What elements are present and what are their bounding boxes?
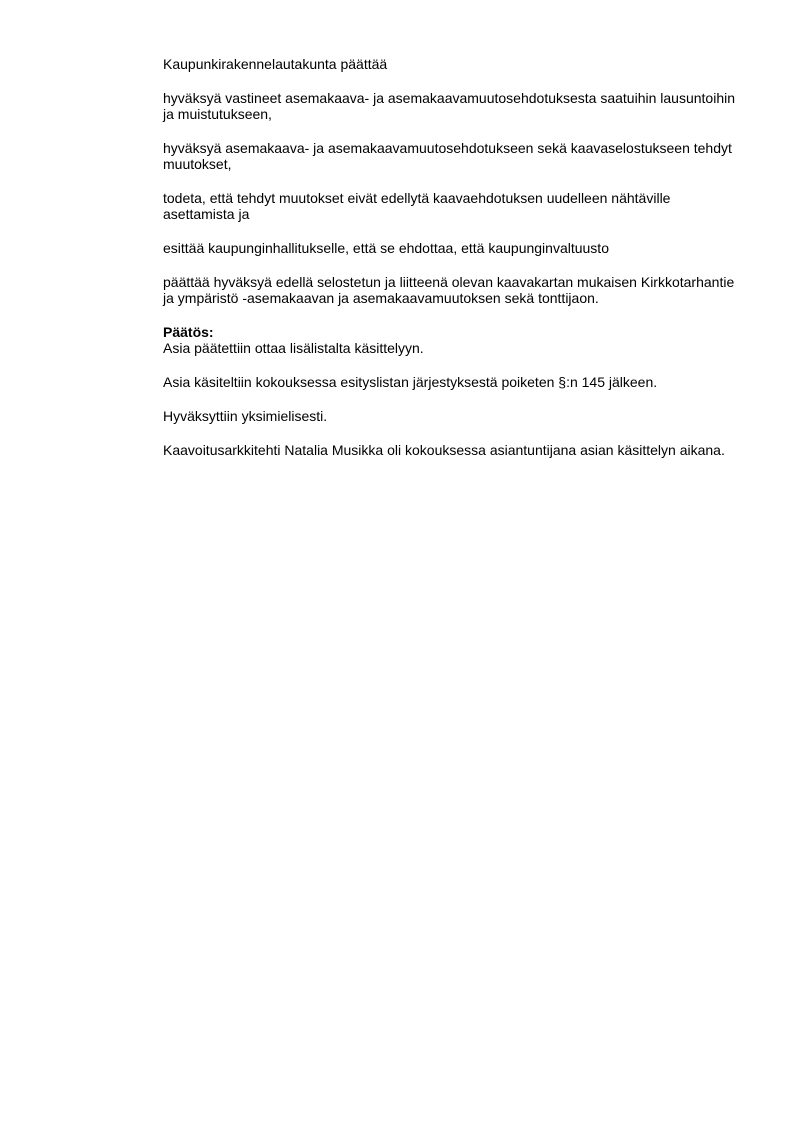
decision-item-1: hyväksyä vastineet asemakaava- ja asemakaavamuutosehdotuksesta saatuihin lausuntoihin ja muistutukseen, xyxy=(163,90,736,122)
decision-item-2: hyväksyä asemakaava- ja asemakaavamuutosehdotukseen sekä kaavaselostukseen tehdyt muutokset, xyxy=(163,140,732,172)
intro-paragraph: Kaupunkirakennelautakunta päättää xyxy=(163,56,388,72)
decision-paragraph-1: Asia päätettiin ottaa lisälistalta käsittelyyn. xyxy=(163,340,424,356)
decision-heading: Päätös: xyxy=(163,324,214,340)
document-page xyxy=(163,56,743,476)
decision-paragraph-2: Asia käsiteltiin kokouksessa esityslistan järjestyksestä poiketen §:n 145 jälkeen. xyxy=(163,374,658,390)
decision-paragraph-4: Kaavoitusarkkitehti Natalia Musikka oli kokouksessa asiantuntijana asian käsittelyn aikana. xyxy=(163,442,725,458)
decision-item-3: todeta, että tehdyt muutokset eivät edellytä kaavaehdotuksen uudelleen nähtäville asettamista ja xyxy=(163,190,671,222)
decision-paragraph-3: Hyväksyttiin yksimielisesti. xyxy=(163,408,328,424)
decision-item-5: päättää hyväksyä edellä selostetun ja liitteenä olevan kaavakartan mukaisen Kirkkotarhantie ja ympäristö -asemakaavan ja asemakaavamuutoksen sekä tonttijaon. xyxy=(163,274,735,306)
decision-item-4: esittää kaupunginhallitukselle, että se ehdottaa, että kaupunginvaltuusto xyxy=(163,240,609,256)
